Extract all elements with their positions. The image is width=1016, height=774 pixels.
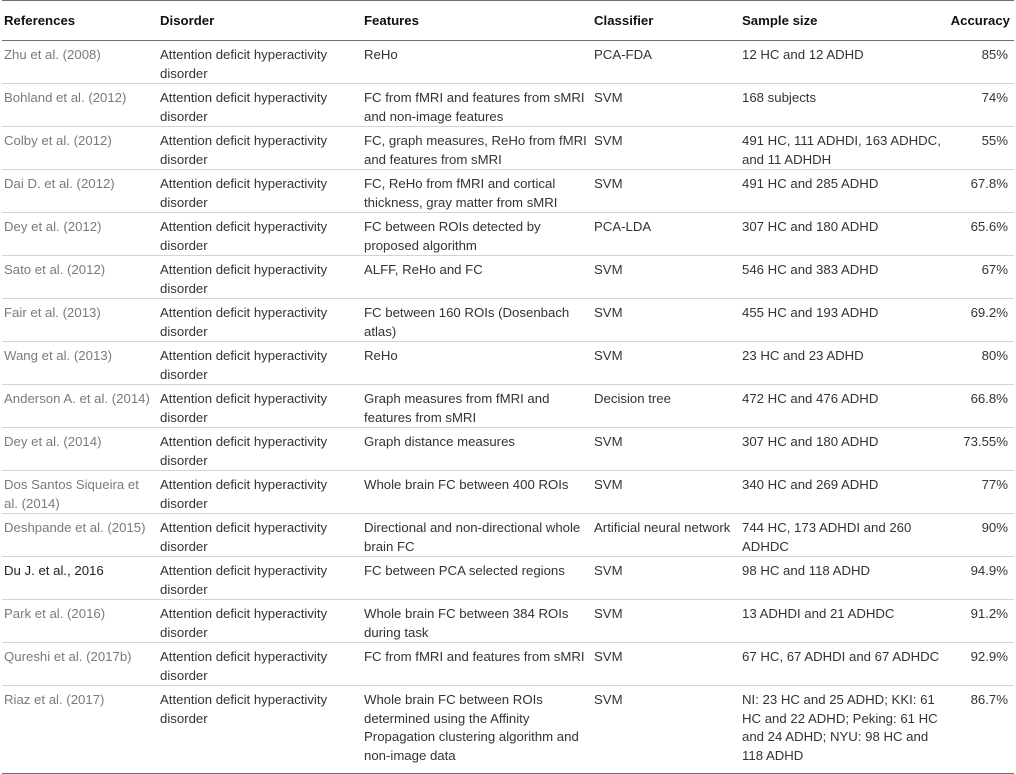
cell-disorder: Attention deficit hyperactivity disorder (160, 84, 364, 127)
header-sample-size: Sample size (742, 1, 947, 41)
cell-classifier: SVM (594, 428, 742, 471)
cell-features: ReHo (364, 342, 594, 385)
cell-disorder: Attention deficit hyperactivity disorder (160, 170, 364, 213)
cell-disorder: Attention deficit hyperactivity disorder (160, 213, 364, 256)
cell-accuracy: 91.2% (947, 600, 1014, 643)
cell-sample-size: 491 HC, 111 ADHDI, 163 ADHDC, and 11 ADHDH (742, 127, 947, 170)
cell-sample-size: 13 ADHDI and 21 ADHDC (742, 600, 947, 643)
cell-features: FC, ReHo from fMRI and cortical thickness, gray matter from sMRI (364, 170, 594, 213)
cell-sample-size: 307 HC and 180 ADHD (742, 213, 947, 256)
cell-sample-size: 98 HC and 118 ADHD (742, 557, 947, 600)
cell-reference: Deshpande et al. (2015) (2, 514, 160, 557)
table-row (2, 600, 1014, 643)
cell-sample-size: 546 HC and 383 ADHD (742, 256, 947, 299)
table-row (2, 471, 1014, 514)
cell-classifier: SVM (594, 256, 742, 299)
cell-accuracy: 73.55% (947, 428, 1014, 471)
cell-features: Graph distance measures (364, 428, 594, 471)
cell-reference: Anderson A. et al. (2014) (2, 385, 160, 428)
table-row (2, 84, 1014, 127)
cell-features: Whole brain FC between 384 ROIs during task (364, 600, 594, 643)
table-row (2, 557, 1014, 600)
cell-disorder: Attention deficit hyperactivity disorder (160, 643, 364, 686)
cell-features: Directional and non-directional whole brain FC (364, 514, 594, 557)
cell-disorder: Attention deficit hyperactivity disorder (160, 127, 364, 170)
cell-classifier: SVM (594, 170, 742, 213)
cell-accuracy: 55% (947, 127, 1014, 170)
cell-accuracy: 92.9% (947, 643, 1014, 686)
cell-sample-size: NI: 23 HC and 25 ADHD; KKI: 61 HC and 22 ADHD; Peking: 61 HC and 24 ADHD; NYU: 98 HC and 118 ADHD (742, 686, 947, 774)
header-classifier: Classifier (594, 1, 742, 41)
table-body (2, 41, 1014, 774)
cell-classifier: SVM (594, 557, 742, 600)
cell-disorder: Attention deficit hyperactivity disorder (160, 41, 364, 84)
cell-accuracy: 94.9% (947, 557, 1014, 600)
table-header (2, 1, 1014, 41)
cell-classifier: PCA-LDA (594, 213, 742, 256)
cell-accuracy: 77% (947, 471, 1014, 514)
cell-sample-size: 472 HC and 476 ADHD (742, 385, 947, 428)
cell-accuracy: 86.7% (947, 686, 1014, 774)
cell-sample-size: 491 HC and 285 ADHD (742, 170, 947, 213)
table-row (2, 686, 1014, 774)
table-row (2, 342, 1014, 385)
cell-features: ReHo (364, 41, 594, 84)
table-row (2, 299, 1014, 342)
cell-sample-size: 12 HC and 12 ADHD (742, 41, 947, 84)
cell-reference: Qureshi et al. (2017b) (2, 643, 160, 686)
header-disorder: Disorder (160, 1, 364, 41)
cell-reference: Dey et al. (2014) (2, 428, 160, 471)
table-row (2, 256, 1014, 299)
cell-disorder: Attention deficit hyperactivity disorder (160, 600, 364, 643)
cell-disorder: Attention deficit hyperactivity disorder (160, 686, 364, 774)
cell-sample-size: 307 HC and 180 ADHD (742, 428, 947, 471)
cell-classifier: PCA-FDA (594, 41, 742, 84)
cell-accuracy: 67.8% (947, 170, 1014, 213)
cell-reference: Sato et al. (2012) (2, 256, 160, 299)
cell-reference: Park et al. (2016) (2, 600, 160, 643)
cell-reference: Zhu et al. (2008) (2, 41, 160, 84)
header-row (2, 1, 1014, 41)
header-references: References (2, 1, 160, 41)
cell-reference: Fair et al. (2013) (2, 299, 160, 342)
table-row (2, 643, 1014, 686)
header-accuracy: Accuracy (947, 1, 1014, 41)
cell-accuracy: 74% (947, 84, 1014, 127)
cell-features: Whole brain FC between 400 ROIs (364, 471, 594, 514)
cell-accuracy: 65.6% (947, 213, 1014, 256)
cell-features: FC between 160 ROIs (Dosenbach atlas) (364, 299, 594, 342)
cell-accuracy: 69.2% (947, 299, 1014, 342)
cell-reference: Riaz et al. (2017) (2, 686, 160, 774)
cell-reference: Dai D. et al. (2012) (2, 170, 160, 213)
cell-features: FC from fMRI and features from sMRI (364, 643, 594, 686)
cell-classifier: SVM (594, 686, 742, 774)
header-features: Features (364, 1, 594, 41)
cell-sample-size: 744 HC, 173 ADHDI and 260 ADHDC (742, 514, 947, 557)
cell-disorder: Attention deficit hyperactivity disorder (160, 514, 364, 557)
cell-accuracy: 90% (947, 514, 1014, 557)
cell-disorder: Attention deficit hyperactivity disorder (160, 299, 364, 342)
cell-classifier: Artificial neural network (594, 514, 742, 557)
table-row (2, 127, 1014, 170)
cell-disorder: Attention deficit hyperactivity disorder (160, 342, 364, 385)
cell-classifier: SVM (594, 600, 742, 643)
cell-reference: Dos Santos Siqueira et al. (2014) (2, 471, 160, 514)
cell-disorder: Attention deficit hyperactivity disorder (160, 428, 364, 471)
cell-classifier: SVM (594, 84, 742, 127)
table-row (2, 170, 1014, 213)
cell-disorder: Attention deficit hyperactivity disorder (160, 385, 364, 428)
cell-reference: Wang et al. (2013) (2, 342, 160, 385)
cell-classifier: Decision tree (594, 385, 742, 428)
classification-studies-table (2, 0, 1014, 774)
cell-features: FC, graph measures, ReHo from fMRI and features from sMRI (364, 127, 594, 170)
cell-sample-size: 340 HC and 269 ADHD (742, 471, 947, 514)
table-row (2, 428, 1014, 471)
cell-classifier: SVM (594, 471, 742, 514)
table-row (2, 385, 1014, 428)
cell-reference: Colby et al. (2012) (2, 127, 160, 170)
cell-features: FC between PCA selected regions (364, 557, 594, 600)
cell-disorder: Attention deficit hyperactivity disorder (160, 557, 364, 600)
cell-classifier: SVM (594, 127, 742, 170)
table-row (2, 41, 1014, 84)
cell-accuracy: 66.8% (947, 385, 1014, 428)
cell-sample-size: 23 HC and 23 ADHD (742, 342, 947, 385)
cell-reference: Bohland et al. (2012) (2, 84, 160, 127)
table-row (2, 514, 1014, 557)
cell-sample-size: 67 HC, 67 ADHDI and 67 ADHDC (742, 643, 947, 686)
cell-reference: Dey et al. (2012) (2, 213, 160, 256)
cell-accuracy: 85% (947, 41, 1014, 84)
cell-accuracy: 67% (947, 256, 1014, 299)
cell-reference: Du J. et al., 2016 (2, 557, 160, 600)
cell-classifier: SVM (594, 299, 742, 342)
table-row (2, 213, 1014, 256)
cell-disorder: Attention deficit hyperactivity disorder (160, 256, 364, 299)
cell-disorder: Attention deficit hyperactivity disorder (160, 471, 364, 514)
cell-features: ALFF, ReHo and FC (364, 256, 594, 299)
cell-features: FC between ROIs detected by proposed algorithm (364, 213, 594, 256)
cell-classifier: SVM (594, 342, 742, 385)
cell-classifier: SVM (594, 643, 742, 686)
cell-sample-size: 168 subjects (742, 84, 947, 127)
cell-accuracy: 80% (947, 342, 1014, 385)
cell-features: Graph measures from fMRI and features from sMRI (364, 385, 594, 428)
cell-features: FC from fMRI and features from sMRI and non-image features (364, 84, 594, 127)
cell-sample-size: 455 HC and 193 ADHD (742, 299, 947, 342)
cell-features: Whole brain FC between ROIs determined using the Affinity Propagation clustering algorithm and non-image data (364, 686, 594, 774)
